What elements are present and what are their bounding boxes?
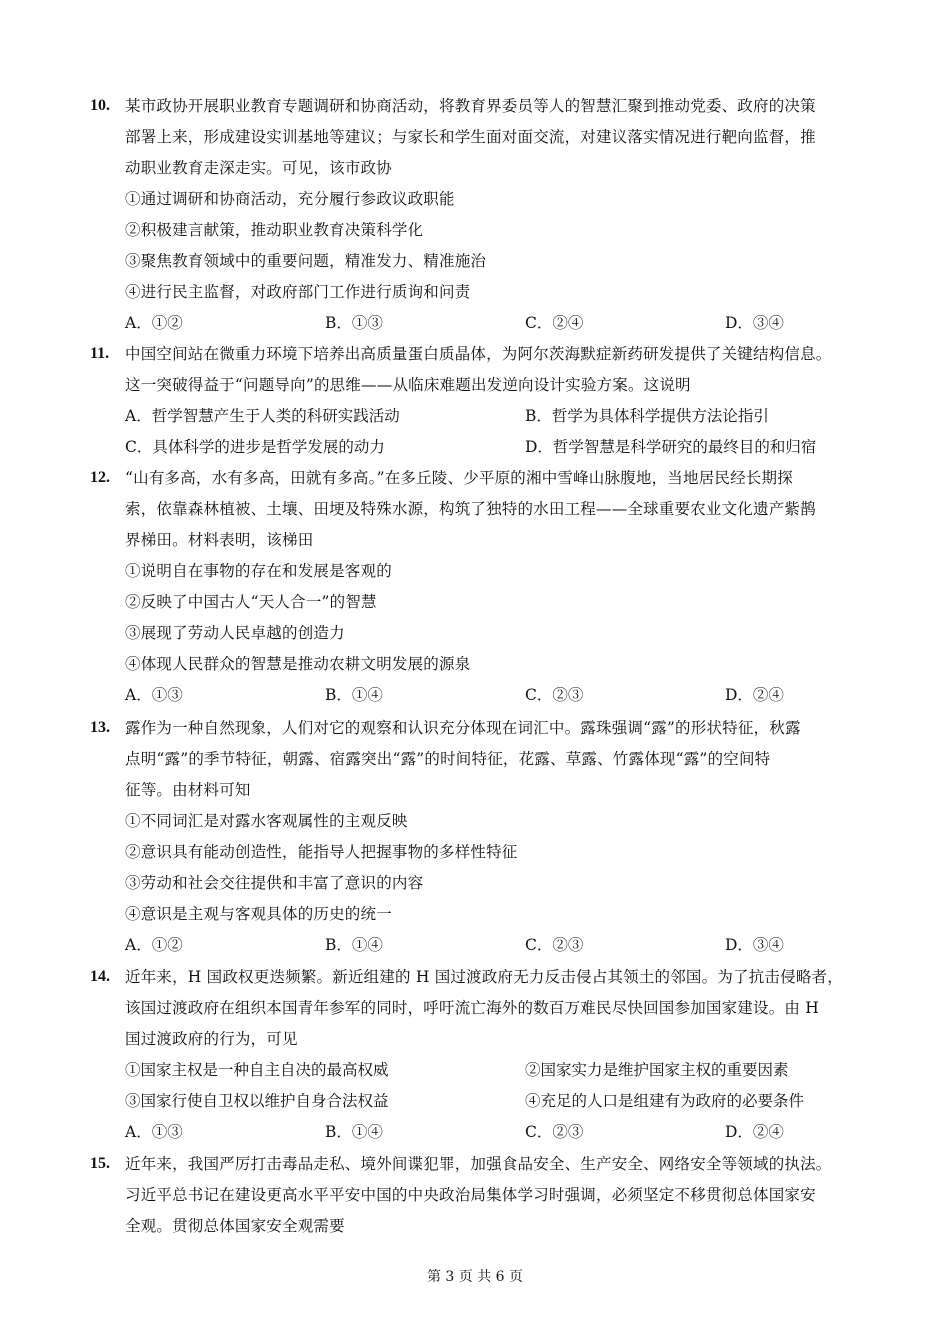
statement: ①通过调研和协商活动，充分履行参政议政职能 [125, 190, 455, 208]
option-c[interactable]: C．②③ [525, 1123, 584, 1141]
stem-line: 动职业教育走深走实。可见，该市政协 [125, 159, 392, 177]
option-a[interactable]: A．①③ [125, 686, 183, 704]
stem-line: 国过渡政府的行为，可见 [125, 1030, 298, 1048]
question-number: 12. [90, 469, 110, 486]
statements-row [125, 1086, 870, 1117]
statement: ①说明自在事物的存在和发展是客观的 [125, 562, 392, 580]
option-b[interactable]: B．①④ [325, 686, 383, 704]
stem-line: 部署上来，形成建设实训基地等建议；与家长和学生面对面交流，对建议落实情况进行靶向监督，推 [125, 128, 816, 146]
question-12 [90, 463, 870, 711]
stem-line: 该国过渡政府在组织本国青年参军的同时，呼吁流亡海外的数百万难民尽快回国参加国家建设。由 H [125, 999, 819, 1017]
statement: ③展现了劳动人民卓越的创造力 [125, 624, 345, 642]
question-13 [90, 713, 870, 961]
stem-line: 近年来，我国严厉打击毒品走私、境外间谍犯罪，加强食品安全、生产安全、网络安全等领域的执法。 [125, 1155, 832, 1173]
option-d[interactable]: D．哲学智慧是科学研究的最终目的和归宿 [525, 438, 817, 456]
statement: ②意识具有能动创造性，能指导人把握事物的多样性特征 [125, 843, 518, 861]
question-number: 14. [90, 968, 110, 985]
question-15 [90, 1149, 870, 1242]
option-d[interactable]: D．③④ [725, 936, 784, 954]
stem-line: 露作为一种自然现象，人们对它的观察和认识充分体现在词汇中。露珠强调“露”的形状特征，秋露 [125, 719, 801, 737]
option-c[interactable]: C．具体科学的进步是哲学发展的动力 [125, 438, 385, 456]
option-d[interactable]: D．③④ [725, 314, 784, 332]
question-number: 10. [90, 97, 110, 114]
statement: ④进行民主监督，对政府部门工作进行质询和问责 [125, 283, 471, 301]
option-a[interactable]: A．哲学智慧产生于人类的科研实践活动 [125, 407, 400, 425]
statements-row [125, 1055, 870, 1086]
options-row [125, 308, 870, 339]
stem-line: 习近平总书记在建设更高水平平安中国的中央政治局集体学习时强调，必须坚定不移贯彻总体国家安 [125, 1186, 816, 1204]
question-number: 15. [90, 1155, 110, 1172]
option-b[interactable]: B．①④ [325, 936, 383, 954]
options-row [125, 680, 870, 711]
statement: ②积极建言献策，推动职业教育决策科学化 [125, 221, 424, 239]
stem-line: 中国空间站在微重力环境下培养出高质量蛋白质晶体，为阿尔茨海默症新药研发提供了关键结构信息。 [125, 345, 832, 363]
stem-line: “山有多高，水有多高，田就有多高。”在多丘陵、少平原的湘中雪峰山脉腹地，当地居民经长期探 [125, 469, 793, 487]
stem-line: 点明“露”的季节特征，朝露、宿露突出“露”的时间特征，花露、草露、竹露体现“露”的空间特 [125, 750, 771, 768]
option-c[interactable]: C．②④ [525, 314, 584, 332]
statement: ②反映了中国古人“天人合一”的智慧 [125, 593, 377, 611]
stem-line: 某市政协开展职业教育专题调研和协商活动，将教育界委员等人的智慧汇聚到推动党委、政府的决策 [125, 97, 816, 115]
option-b[interactable]: B．①③ [325, 314, 383, 332]
option-d[interactable]: D．②④ [725, 1123, 784, 1141]
statement: ①国家主权是一种自主自决的最高权威 [125, 1061, 389, 1079]
options-row [125, 401, 870, 432]
statement: ④意识是主观与客观具体的历史的统一 [125, 905, 392, 923]
option-a[interactable]: A．①② [125, 314, 183, 332]
statement: ④充足的人口是组建有为政府的必要条件 [525, 1092, 805, 1110]
options-row [125, 432, 870, 463]
statement: ③聚焦教育领域中的重要问题，精准发力、精准施治 [125, 252, 487, 270]
option-a[interactable]: A．①② [125, 936, 183, 954]
options-row [125, 930, 870, 961]
option-d[interactable]: D．②④ [725, 686, 784, 704]
stem-line: 这一突破得益于“问题导向”的思维——从临床难题出发逆向设计实验方案。这说明 [125, 376, 691, 394]
option-b[interactable]: B．哲学为具体科学提供方法论指引 [525, 407, 769, 425]
stem-line: 征等。由材料可知 [125, 781, 251, 799]
stem-line: 全观。贯彻总体国家安全观需要 [125, 1217, 345, 1235]
option-a[interactable]: A．①③ [125, 1123, 183, 1141]
page-footer: 第 3 页 共 6 页 [426, 1269, 524, 1285]
options-row [125, 1117, 870, 1148]
stem-line: 界梯田。材料表明，该梯田 [125, 531, 314, 549]
question-10 [90, 91, 870, 339]
statement: ③国家行使自卫权以维护自身合法权益 [125, 1092, 389, 1110]
stem-line: 索，依靠森林植被、土壤、田埂及特殊水源，构筑了独特的水田工程——全球重要农业文化遗产紫鹊 [125, 500, 816, 518]
option-c[interactable]: C．②③ [525, 686, 584, 704]
statement: ①不同词汇是对露水客观属性的主观反映 [125, 812, 408, 830]
question-14 [90, 962, 870, 1148]
stem-line: 近年来，H 国政权更迭频繁。新近组建的 H 国过渡政府无力反击侵占其领土的邻国。为了抗击侵略者， [125, 968, 843, 986]
statement: ②国家实力是维护国家主权的重要因素 [525, 1061, 789, 1079]
question-11 [90, 339, 870, 463]
question-number: 13. [90, 719, 110, 736]
statement: ③劳动和社会交往提供和丰富了意识的内容 [125, 874, 424, 892]
option-b[interactable]: B．①④ [325, 1123, 383, 1141]
statement: ④体现人民群众的智慧是推动农耕文明发展的源泉 [125, 655, 471, 673]
option-c[interactable]: C．②③ [525, 936, 584, 954]
question-number: 11. [90, 345, 110, 362]
